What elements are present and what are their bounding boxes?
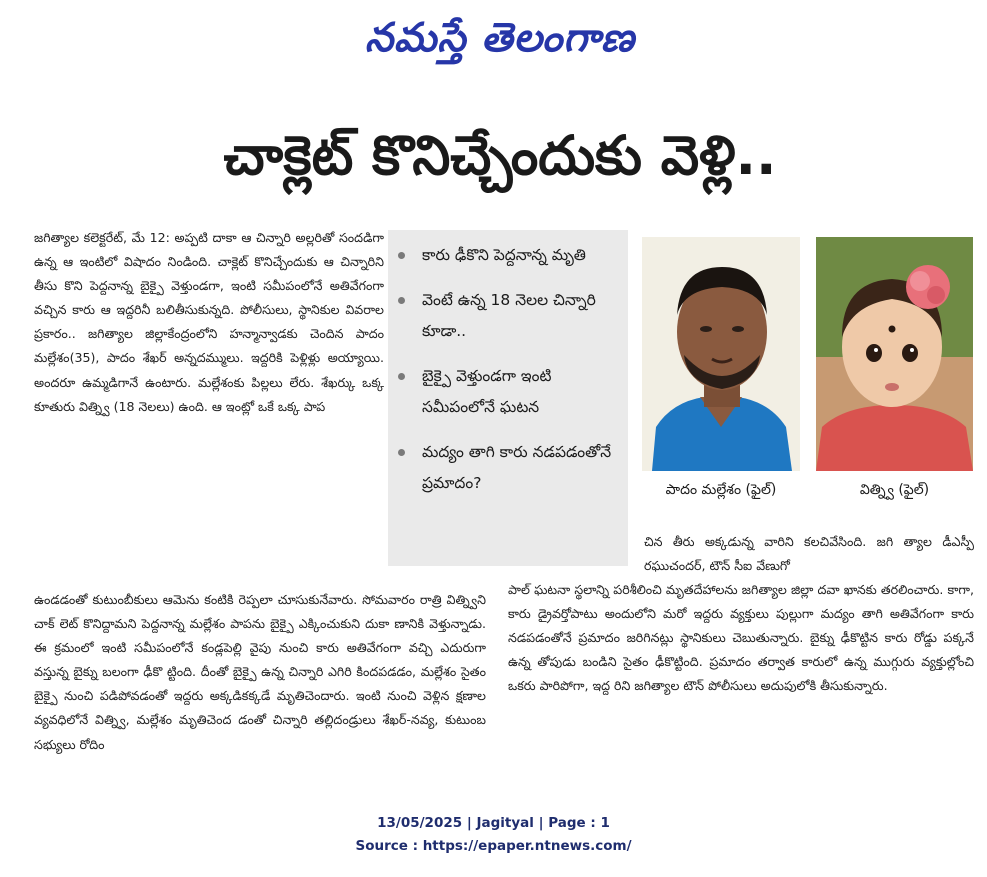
bullet-icon bbox=[398, 252, 405, 259]
man-portrait-illustration bbox=[642, 237, 800, 471]
article-paragraph: జగిత్యాల కలెక్టరేట్, మే 12: అప్పటి దాకా ఆ చిన్నారి అల్లరితో సందడిగా ఉన్న ఆ ఇంటిలో విషాదం నిండింది. చాక్లెట్ కొనిచ్చేందుకు ఆ చిన్నారిని తీసు కొని పెద్దనాన్న బైక్పై వెళ్తుండగా, ఇంటి సమీపంలోనే అతివేగంగా వచ్చిన కారు ఆ ఇద్దరినీ బలితీసుకున్నది. పోలీసులు, స్థానికుల వివరాల ప్రకారం.. జగిత్యాల జిల్లాకేంద్రంలోని హన్మాన్వాడకు చెందిన పాదం మల్లేశం(35), పాదం శేఖర్ అన్నదమ్ములు. ఇద్దరికి పెళ్లిళ్లు అయ్యాయి. అందరూ ఉమ్మడిగానే ఉంటారు. మల్లేశంకు పిల్లలు లేరు. శేఖర్కు ఒక్క కూతురు విత్న్వి (18 నెలలు) ఉంది. ఆ ఇంట్లో ఒకే ఒక్క పాప bbox=[34, 230, 384, 414]
bullet-icon bbox=[398, 297, 405, 304]
highlights-box bbox=[388, 230, 628, 566]
highlight-item bbox=[396, 240, 620, 271]
article-column-right-top bbox=[644, 530, 974, 578]
article-paragraph: పాల్ ఘటనా స్థలాన్ని పరిశీలించి మృతదేహాలను జగిత్యాల జిల్లా దవా ఖానకు తరలించారు. కాగా, కారు డ్రైవర్తోపాటు అందులోని మరో ఇద్దరు వ్యక్తులు పుల్లుగా మద్యం తాగి అతివేగంగా కారు నడపడంతోనే ప్రమాదం జరిగినట్లు స్థానికులు చెబుతున్నారు. బైక్ను ఢీకొట్టిన కారు రోడ్డు పక్కనే ఉన్న తోపుడు బండిని సైతం ఢీకొట్టింది. ప్రమాదం తర్వాత కారులో ఉన్న ముగ్గురు వ్యక్తుల్లోంచి ఒకరు పారిపోగా, ఇద్ద రిని జగిత్యాల టౌన్ పోలీసులు అదుపులోకి తీసుకున్నారు. bbox=[508, 582, 974, 694]
photo-man bbox=[642, 237, 800, 471]
newspaper-masthead: నమస్తే తెలంగాణ bbox=[364, 15, 636, 61]
footer-source: Source : https://epaper.ntnews.com/ bbox=[355, 838, 632, 854]
highlight-text: మద్యం తాగి కారు నడపడంతోనే ప్రమాదం? bbox=[422, 443, 612, 492]
article-headline: చాక్లెట్ కొనిచ్చేందుకు వెళ్లి.. bbox=[223, 124, 777, 187]
footer-date-edition: 13/05/2025 | Jagityal | Page : 1 bbox=[377, 815, 610, 831]
highlight-item bbox=[396, 361, 620, 423]
photo-caption-child: విత్న్వి (ఫైల్) bbox=[859, 482, 930, 498]
highlight-text: వెంటే ఉన్న 18 నెలల చిన్నారి కూడా.. bbox=[422, 291, 596, 340]
highlight-text: కారు ఢీకొని పెద్దనాన్న మృతి bbox=[422, 246, 586, 264]
highlight-text: బైక్పై వెళ్తుండగా ఇంటి సమీపంలోనే ఘటన bbox=[422, 367, 552, 416]
child-portrait-illustration bbox=[816, 237, 973, 471]
article-column-right bbox=[508, 578, 974, 698]
photo-caption-man: పాదం మల్లేశం (ఫైల్) bbox=[665, 482, 777, 498]
bullet-icon bbox=[398, 449, 405, 456]
photo-child bbox=[816, 237, 973, 471]
article-column-left bbox=[34, 226, 384, 419]
bullet-icon bbox=[398, 373, 405, 380]
highlight-item bbox=[396, 437, 620, 499]
article-paragraph: చిన తీరు అక్కడున్న వారిని కలచివేసింది. జగి త్యాల డీఎస్పీ రఘుచందర్, టౌన్ సీఐ వేణుగో bbox=[644, 534, 974, 574]
article-paragraph: ఉండడంతో కుటుంబీకులు ఆమెను కంటికి రెప్పలా చూసుకునేవారు. సోమవారం రాత్రి విత్న్విని చాక్ లెట్ కొనిద్దామని పెద్దనాన్న మల్లేశం పాపను బైక్పై ఎక్కించుకుని దుకా ణానికి వెళ్తున్నాడు. ఈ క్రమంలో ఇంటి సమీపంలోనే కండ్లపెల్లి వైపు నుంచి కారు అతివేగంగా వచ్చి ఎదురుగా వస్తున్న బైక్ను బలంగా ఢీకొ ట్టింది. దీంతో బైక్పై ఉన్న చిన్నారి ఎగిరి కిందపడడం, మల్లేశం సైతం బైక్పై నుంచి పడిపోవడంతో ఇద్దరు అక్కడికక్కడే మృతిచెందారు. ఇంటి నుంచి వెళ్లిన క్షణాల వ్యవధిలోనే విత్న్వి, మల్లేశం మృతిచెంద డంతో చిన్నారి తల్లిదండ్రులు శేఖర్-నవ్య, కుటుంబ సభ్యులు రోదిం bbox=[34, 592, 486, 752]
highlight-item bbox=[396, 285, 620, 347]
article-column-left-bottom bbox=[34, 588, 486, 757]
